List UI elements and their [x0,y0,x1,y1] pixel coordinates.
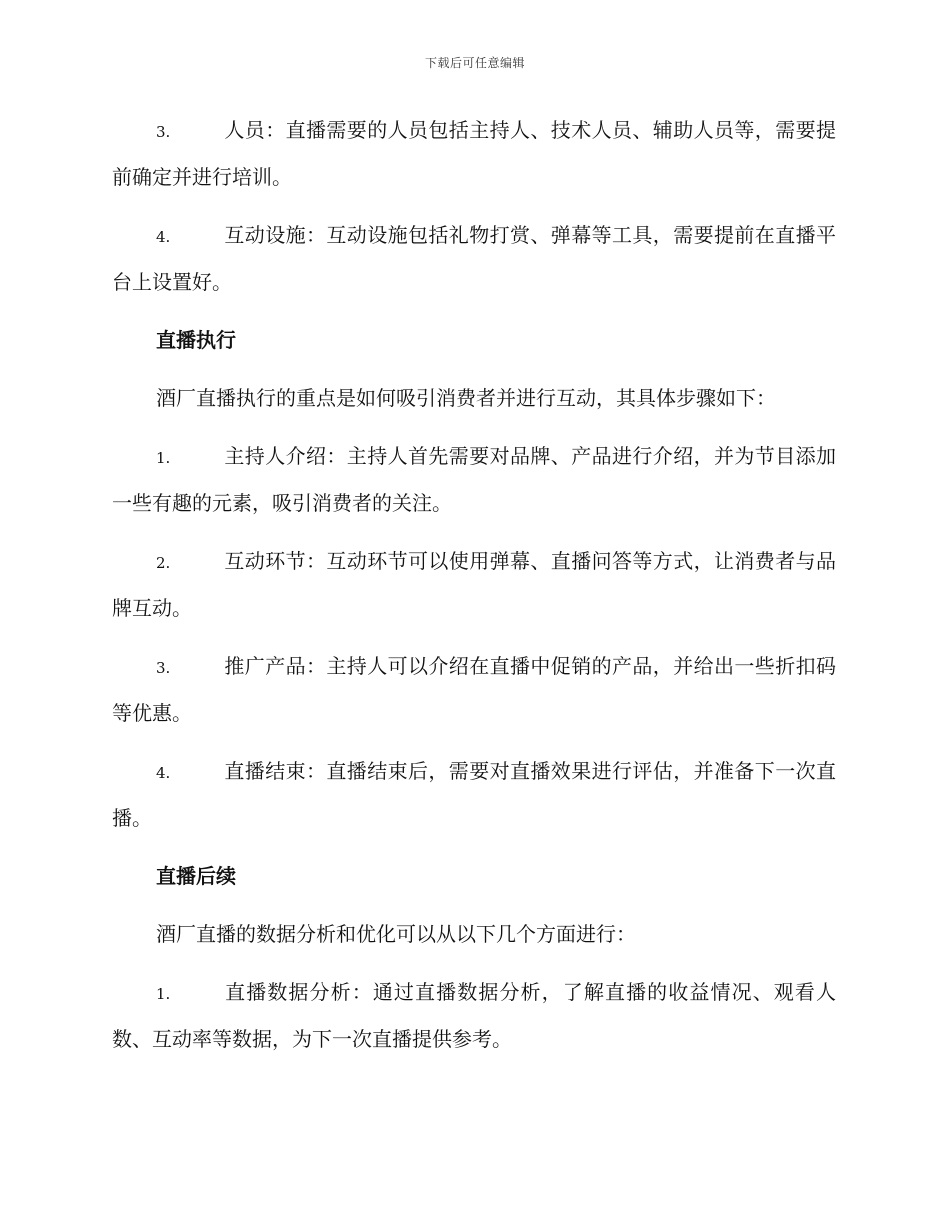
list-item-text: 推广产品：主持人可以介绍在直播中促销的产品，并给出一些折扣码等优惠。 [112,654,836,725]
list-item-number: 2. [156,554,171,572]
list-item [112,434,836,526]
list-item-number: 4. [156,764,171,782]
list-item-number: 4. [156,228,171,246]
list-item [112,749,836,841]
section-heading-execution: 直播执行 [156,328,236,352]
list-item [112,108,836,200]
list-item-text: 互动环节：互动环节可以使用弹幕、直播问答等方式，让消费者与品牌互动。 [112,549,836,620]
section-intro-execution: 酒厂直播执行的重点是如何吸引消费者并进行互动，其具体步骤如下： [156,386,776,410]
list-item-text: 主持人介绍：主持人首先需要对品牌、产品进行介绍，并为节目添加一些有趣的元素，吸引消费者的关注。 [112,444,836,515]
list-item-number: 3. [156,123,171,141]
list-item [112,213,836,305]
list-item-number: 1. [156,449,171,467]
section-heading-followup: 直播后续 [156,864,236,888]
list-item-text: 互动设施：互动设施包括礼物打赏、弹幕等工具，需要提前在直播平台上设置好。 [112,223,836,294]
list-item-number: 3. [156,659,171,677]
list-item-text: 直播数据分析：通过直播数据分析，了解直播的收益情况、观看人数、互动率等数据，为下一次直播提供参考。 [112,980,836,1051]
list-item [112,539,836,631]
list-item-text: 直播结束：直播结束后，需要对直播效果进行评估，并准备下一次直播。 [112,759,836,830]
list-item-number: 1. [156,985,171,1003]
list-item [112,644,836,736]
list-item [112,970,836,1062]
list-item-text: 人员：直播需要的人员包括主持人、技术人员、辅助人员等，需要提前确定并进行培训。 [112,118,836,189]
section-intro-followup: 酒厂直播的数据分析和优化可以从以下几个方面进行： [156,922,636,946]
page-header: 下载后可任意编辑 [424,56,525,70]
document-body [112,108,836,1075]
